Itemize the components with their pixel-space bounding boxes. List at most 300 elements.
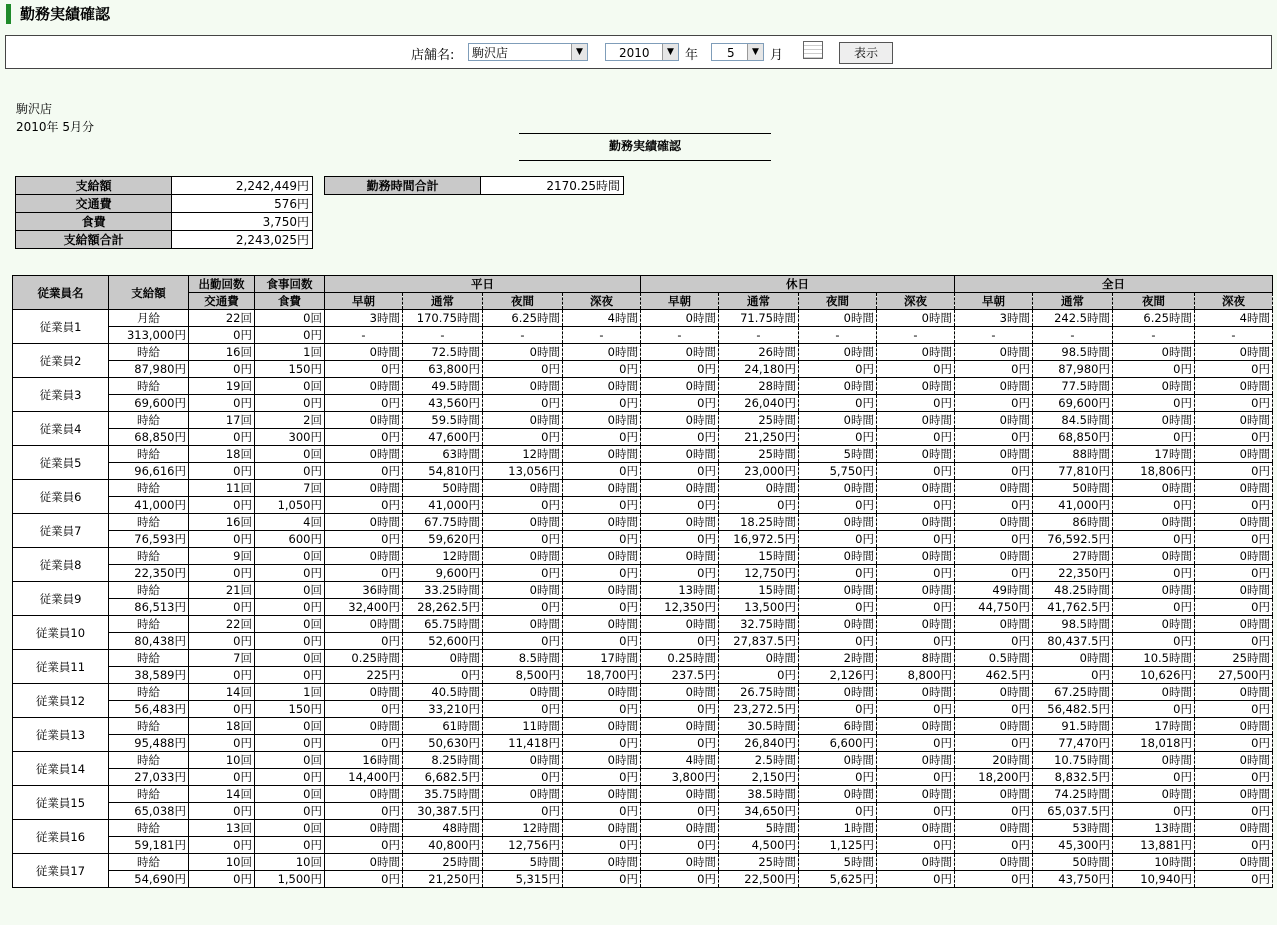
amount-cell: 0円: [1113, 701, 1195, 718]
pay-type: 時給: [109, 752, 189, 769]
hours-summary: [324, 176, 624, 195]
filter-bar: [5, 35, 1272, 69]
amount-cell: 0円: [877, 837, 955, 854]
amount-cell: 33,210円: [403, 701, 483, 718]
amount-cell: -: [877, 327, 955, 344]
amount-cell: -: [641, 327, 719, 344]
pay-type: 時給: [109, 480, 189, 497]
hours-cell: 4時間: [1195, 310, 1273, 327]
store-label: 店舗名:: [411, 48, 455, 63]
hours-cell: 0時間: [325, 786, 403, 803]
hours-cell: 0時間: [1195, 752, 1273, 769]
meal-count: 0回: [255, 616, 325, 633]
amount-cell: 0円: [483, 565, 563, 582]
summary-label: 支給額: [16, 177, 172, 195]
header-attend-count: 出勤回数: [189, 276, 255, 293]
hours-cell: 6.25時間: [483, 310, 563, 327]
employee-row-hours: [13, 854, 1273, 871]
amount-cell: 44,750円: [955, 599, 1033, 616]
year-unit: 年: [685, 48, 699, 63]
hours-cell: 0時間: [563, 718, 641, 735]
hours-cell: 20時間: [955, 752, 1033, 769]
employee-name: 従業員5: [13, 446, 109, 480]
amount-cell: 0円: [641, 361, 719, 378]
store-name: 駒沢店: [16, 102, 53, 116]
hours-cell: 0時間: [325, 548, 403, 565]
amount-cell: 0円: [1113, 633, 1195, 650]
amount-cell: 12,350円: [641, 599, 719, 616]
amount-cell: 0円: [955, 497, 1033, 514]
transport-amount: 0円: [189, 327, 255, 344]
header-meal-count: 食事回数: [255, 276, 325, 293]
amount-cell: 0円: [563, 395, 641, 412]
amount-cell: 41,000円: [403, 497, 483, 514]
hours-cell: 0時間: [325, 820, 403, 837]
amount-cell: -: [483, 327, 563, 344]
hours-cell: 0時間: [955, 854, 1033, 871]
meal-amount: 0円: [255, 565, 325, 582]
hours-cell: 0時間: [1113, 344, 1195, 361]
hours-cell: 74.25時間: [1033, 786, 1113, 803]
hours-cell: 26.75時間: [719, 684, 799, 701]
transport-amount: 0円: [189, 463, 255, 480]
hours-cell: 65.75時間: [403, 616, 483, 633]
amount-cell: 41,762.5円: [1033, 599, 1113, 616]
hours-cell: 0時間: [641, 412, 719, 429]
amount-cell: 0円: [1113, 565, 1195, 582]
hours-cell: 0時間: [1195, 480, 1273, 497]
employee-row-amounts: [13, 565, 1273, 582]
hours-cell: 0時間: [483, 786, 563, 803]
amount-cell: 0円: [325, 803, 403, 820]
amount-cell: 0円: [1195, 837, 1273, 854]
amount-cell: 41,000円: [1033, 497, 1113, 514]
amount-cell: 23,272.5円: [719, 701, 799, 718]
header-name: 従業員名: [13, 276, 109, 310]
hours-cell: 0時間: [799, 412, 877, 429]
employee-row-hours: [13, 514, 1273, 531]
amount-cell: 0円: [799, 599, 877, 616]
pay-type: 時給: [109, 786, 189, 803]
employee-row-amounts: [13, 837, 1273, 854]
chevron-down-icon: ▼: [571, 44, 587, 60]
hours-cell: 0時間: [483, 514, 563, 531]
amount-cell: 76,592.5円: [1033, 531, 1113, 548]
amount-cell: 68,850円: [1033, 429, 1113, 446]
hours-cell: 0時間: [1113, 616, 1195, 633]
hours-cell: 0時間: [641, 344, 719, 361]
amount-cell: 0円: [719, 667, 799, 684]
hours-cell: 91.5時間: [1033, 718, 1113, 735]
meal-count: 10回: [255, 854, 325, 871]
amount-cell: 0円: [877, 769, 955, 786]
amount-cell: 0円: [325, 633, 403, 650]
header-sub-period: 早朝: [641, 293, 719, 310]
hours-cell: 0時間: [641, 616, 719, 633]
amount-cell: 0円: [483, 531, 563, 548]
hours-cell: 0時間: [641, 378, 719, 395]
hours-cell: 0時間: [483, 752, 563, 769]
hours-cell: 0時間: [1195, 446, 1273, 463]
attend-count: 22回: [189, 310, 255, 327]
amount-cell: 0円: [563, 565, 641, 582]
pay-type: 時給: [109, 514, 189, 531]
amount-cell: 0円: [799, 633, 877, 650]
hours-cell: 50時間: [1033, 854, 1113, 871]
hours-cell: 49.5時間: [403, 378, 483, 395]
amount-cell: 0円: [483, 395, 563, 412]
employee-row-amounts: [13, 803, 1273, 820]
amount-cell: 225円: [325, 667, 403, 684]
hours-cell: 35.75時間: [403, 786, 483, 803]
amount-cell: 69,600円: [1033, 395, 1113, 412]
meal-count: 4回: [255, 514, 325, 531]
amount-cell: 28,262.5円: [403, 599, 483, 616]
pay-type: 時給: [109, 378, 189, 395]
hours-cell: 4時間: [641, 752, 719, 769]
pay-type: 時給: [109, 718, 189, 735]
amount-cell: 5,750円: [799, 463, 877, 480]
amount-cell: 16,972.5円: [719, 531, 799, 548]
amount-cell: 50,630円: [403, 735, 483, 752]
show-button[interactable]: 表示: [839, 42, 893, 64]
attend-count: 18回: [189, 718, 255, 735]
meal-amount: 0円: [255, 735, 325, 752]
hours-cell: 0時間: [799, 378, 877, 395]
hours-cell: 13時間: [1113, 820, 1195, 837]
hours-cell: 0時間: [563, 684, 641, 701]
pay-type: 時給: [109, 616, 189, 633]
hours-cell: 48時間: [403, 820, 483, 837]
chevron-down-icon: ▼: [662, 44, 678, 60]
employee-row-amounts: [13, 599, 1273, 616]
hours-cell: 27時間: [1033, 548, 1113, 565]
amount-cell: 27,500円: [1195, 667, 1273, 684]
pay-amount: 27,033円: [109, 769, 189, 786]
transport-amount: 0円: [189, 531, 255, 548]
hours-cell: 50時間: [1033, 480, 1113, 497]
attend-count: 7回: [189, 650, 255, 667]
hours-cell: 10.5時間: [1113, 650, 1195, 667]
amount-cell: 0円: [325, 463, 403, 480]
amount-cell: 0円: [563, 497, 641, 514]
amount-cell: 0円: [563, 803, 641, 820]
employee-row-amounts: [13, 735, 1273, 752]
amount-cell: 27,837.5円: [719, 633, 799, 650]
meal-count: 0回: [255, 582, 325, 599]
hours-cell: 8時間: [877, 650, 955, 667]
hours-cell: 0時間: [1113, 752, 1195, 769]
amount-cell: -: [719, 327, 799, 344]
hours-cell: 0時間: [1113, 412, 1195, 429]
employee-name: 従業員17: [13, 854, 109, 888]
amount-cell: 13,056円: [483, 463, 563, 480]
hours-cell: 71.75時間: [719, 310, 799, 327]
hours-cell: 0時間: [641, 854, 719, 871]
hours-cell: 0時間: [1113, 548, 1195, 565]
hours-cell: 0.25時間: [325, 650, 403, 667]
attend-count: 17回: [189, 412, 255, 429]
amount-cell: 11,418円: [483, 735, 563, 752]
amount-cell: 32,400円: [325, 599, 403, 616]
store-select[interactable]: [468, 43, 588, 61]
transport-amount: 0円: [189, 395, 255, 412]
hours-cell: 0時間: [877, 786, 955, 803]
amount-cell: 5,625円: [799, 871, 877, 888]
hours-cell: 0時間: [1195, 412, 1273, 429]
attend-count: 16回: [189, 344, 255, 361]
hours-cell: 0時間: [877, 480, 955, 497]
hours-cell: 0時間: [877, 684, 955, 701]
amount-cell: 0円: [877, 565, 955, 582]
amount-cell: 10,626円: [1113, 667, 1195, 684]
pay-amount: 96,616円: [109, 463, 189, 480]
meal-amount: 0円: [255, 633, 325, 650]
amount-cell: 237.5円: [641, 667, 719, 684]
amount-cell: 0円: [325, 497, 403, 514]
hours-cell: 77.5時間: [1033, 378, 1113, 395]
amount-cell: 54,810円: [403, 463, 483, 480]
amount-cell: 0円: [641, 803, 719, 820]
amount-cell: 0円: [955, 531, 1033, 548]
hours-cell: 0時間: [325, 378, 403, 395]
amount-cell: 0円: [955, 803, 1033, 820]
amount-cell: -: [1033, 327, 1113, 344]
employee-row-amounts: [13, 463, 1273, 480]
hours-cell: 0時間: [799, 548, 877, 565]
hours-cell: 3時間: [955, 310, 1033, 327]
employee-row-amounts: [13, 361, 1273, 378]
store-select-value: 駒沢店: [472, 46, 509, 60]
hours-cell: 0時間: [641, 786, 719, 803]
hours-cell: 25時間: [403, 854, 483, 871]
meal-count: 0回: [255, 446, 325, 463]
hours-cell: 0時間: [325, 854, 403, 871]
amount-cell: 3,800円: [641, 769, 719, 786]
hours-cell: 170.75時間: [403, 310, 483, 327]
amount-cell: 18,700円: [563, 667, 641, 684]
employee-row-hours: [13, 582, 1273, 599]
amount-cell: 1,125円: [799, 837, 877, 854]
amount-cell: 0円: [1113, 395, 1195, 412]
amount-cell: 0円: [799, 429, 877, 446]
amount-cell: -: [563, 327, 641, 344]
hours-cell: 0時間: [877, 344, 955, 361]
attend-count: 9回: [189, 548, 255, 565]
amount-cell: 0円: [1113, 429, 1195, 446]
amount-cell: 0円: [483, 599, 563, 616]
hours-cell: 0時間: [877, 548, 955, 565]
amount-cell: 0円: [641, 735, 719, 752]
hours-cell: 0時間: [641, 446, 719, 463]
amount-cell: 24,180円: [719, 361, 799, 378]
hours-cell: 0時間: [877, 412, 955, 429]
amount-cell: 0円: [877, 531, 955, 548]
attend-count: 13回: [189, 820, 255, 837]
pay-amount: 54,690円: [109, 871, 189, 888]
hours-cell: 0時間: [563, 480, 641, 497]
hours-cell: 0時間: [955, 718, 1033, 735]
amount-cell: 0円: [563, 871, 641, 888]
amount-cell: 0円: [1195, 769, 1273, 786]
hours-cell: 0時間: [325, 480, 403, 497]
month-unit: 月: [770, 48, 784, 63]
hours-cell: 4時間: [563, 310, 641, 327]
hours-cell: 28時間: [719, 378, 799, 395]
chevron-down-icon: ▼: [747, 44, 763, 60]
amount-cell: 0円: [955, 463, 1033, 480]
hours-cell: 5時間: [483, 854, 563, 871]
pay-type: 時給: [109, 650, 189, 667]
amount-cell: 0円: [877, 701, 955, 718]
hours-cell: 0時間: [955, 344, 1033, 361]
header-meal: 食費: [255, 293, 325, 310]
hours-cell: 3時間: [325, 310, 403, 327]
amount-cell: 0円: [563, 531, 641, 548]
employee-row-hours: [13, 616, 1273, 633]
hours-cell: 0時間: [563, 378, 641, 395]
hours-cell: 0時間: [955, 446, 1033, 463]
year-select[interactable]: [605, 43, 679, 61]
amount-cell: 0円: [641, 463, 719, 480]
hours-cell: 0時間: [877, 514, 955, 531]
amount-cell: 0円: [1195, 395, 1273, 412]
amount-cell: 43,750円: [1033, 871, 1113, 888]
hours-cell: 0時間: [955, 378, 1033, 395]
amount-cell: 21,250円: [719, 429, 799, 446]
amount-cell: 0円: [563, 701, 641, 718]
hours-cell: 0時間: [563, 344, 641, 361]
header-sub-period: 深夜: [877, 293, 955, 310]
amount-cell: 0円: [1113, 361, 1195, 378]
calendar-icon[interactable]: [803, 41, 823, 59]
pay-type: 時給: [109, 446, 189, 463]
meal-count: 0回: [255, 310, 325, 327]
amount-cell: 22,500円: [719, 871, 799, 888]
hours-cell: 17時間: [1113, 718, 1195, 735]
employee-name: 従業員10: [13, 616, 109, 650]
period-label: 2010年 5月分: [16, 120, 94, 134]
transport-amount: 0円: [189, 667, 255, 684]
hours-cell: 0時間: [325, 446, 403, 463]
amount-cell: 52,600円: [403, 633, 483, 650]
pay-type: 時給: [109, 582, 189, 599]
amount-cell: 6,600円: [799, 735, 877, 752]
hours-cell: 16時間: [325, 752, 403, 769]
header-pay: 支給額: [109, 276, 189, 310]
hours-cell: 0時間: [641, 310, 719, 327]
employee-name: 従業員1: [13, 310, 109, 344]
hours-cell: 0時間: [563, 514, 641, 531]
amount-cell: 14,400円: [325, 769, 403, 786]
pay-amount: 38,589円: [109, 667, 189, 684]
hours-cell: 0時間: [641, 480, 719, 497]
hours-cell: 0時間: [955, 820, 1033, 837]
header-sub-period: 通常: [719, 293, 799, 310]
transport-amount: 0円: [189, 599, 255, 616]
hours-cell: 0時間: [483, 480, 563, 497]
hours-cell: 0時間: [877, 820, 955, 837]
transport-amount: 0円: [189, 803, 255, 820]
hours-cell: 0時間: [877, 446, 955, 463]
summary-value: 3,750円: [172, 213, 313, 231]
meal-amount: 150円: [255, 361, 325, 378]
employee-row-hours: [13, 310, 1273, 327]
pay-type: 時給: [109, 548, 189, 565]
meal-count: 0回: [255, 718, 325, 735]
pay-amount: 76,593円: [109, 531, 189, 548]
amount-cell: 0円: [955, 361, 1033, 378]
employee-row-hours: [13, 718, 1273, 735]
hours-cell: 15時間: [719, 548, 799, 565]
amount-cell: 0円: [955, 565, 1033, 582]
hours-cell: 0時間: [1195, 582, 1273, 599]
hours-cell: 0時間: [877, 378, 955, 395]
amount-cell: 0円: [877, 497, 955, 514]
amount-cell: 0円: [799, 497, 877, 514]
amount-cell: 77,470円: [1033, 735, 1113, 752]
meal-amount: 0円: [255, 327, 325, 344]
hours-cell: 8.25時間: [403, 752, 483, 769]
amount-cell: 0円: [1195, 429, 1273, 446]
hours-cell: 0時間: [483, 582, 563, 599]
hours-cell: 25時間: [719, 412, 799, 429]
header-sub-period: 通常: [1033, 293, 1113, 310]
amount-cell: 0円: [1195, 599, 1273, 616]
hours-cell: 1時間: [799, 820, 877, 837]
hours-cell: 0時間: [1195, 548, 1273, 565]
hours-cell: 25時間: [1195, 650, 1273, 667]
header-sub-period: 夜間: [799, 293, 877, 310]
amount-cell: 18,806円: [1113, 463, 1195, 480]
employee-name: 従業員8: [13, 548, 109, 582]
amount-cell: 13,881円: [1113, 837, 1195, 854]
transport-amount: 0円: [189, 633, 255, 650]
employee-name: 従業員15: [13, 786, 109, 820]
employee-name: 従業員3: [13, 378, 109, 412]
meal-count: 2回: [255, 412, 325, 429]
employee-name: 従業員11: [13, 650, 109, 684]
amount-cell: 9,600円: [403, 565, 483, 582]
amount-cell: 56,482.5円: [1033, 701, 1113, 718]
amount-cell: 0円: [563, 361, 641, 378]
hours-cell: 0時間: [955, 480, 1033, 497]
hours-cell: 0時間: [877, 752, 955, 769]
amount-cell: 0円: [877, 361, 955, 378]
hours-cell: 0時間: [1033, 650, 1113, 667]
amount-cell: 0円: [325, 701, 403, 718]
employee-row-hours: [13, 650, 1273, 667]
header-sub-period: 夜間: [483, 293, 563, 310]
attendance-table: [12, 275, 1273, 888]
pay-type: 時給: [109, 344, 189, 361]
month-select[interactable]: [711, 43, 764, 61]
transport-amount: 0円: [189, 565, 255, 582]
hours-cell: 0時間: [563, 752, 641, 769]
employee-row-amounts: [13, 429, 1273, 446]
meal-count: 7回: [255, 480, 325, 497]
amount-cell: 0円: [1195, 497, 1273, 514]
amount-cell: 0円: [563, 633, 641, 650]
hours-cell: 67.75時間: [403, 514, 483, 531]
amount-cell: 30,387.5円: [403, 803, 483, 820]
employee-row-hours: [13, 480, 1273, 497]
employee-name: 従業員2: [13, 344, 109, 378]
amount-cell: 0円: [641, 701, 719, 718]
summary-value: 2,243,025円: [172, 231, 313, 249]
amount-cell: 23,000円: [719, 463, 799, 480]
hours-cell: 0時間: [799, 582, 877, 599]
